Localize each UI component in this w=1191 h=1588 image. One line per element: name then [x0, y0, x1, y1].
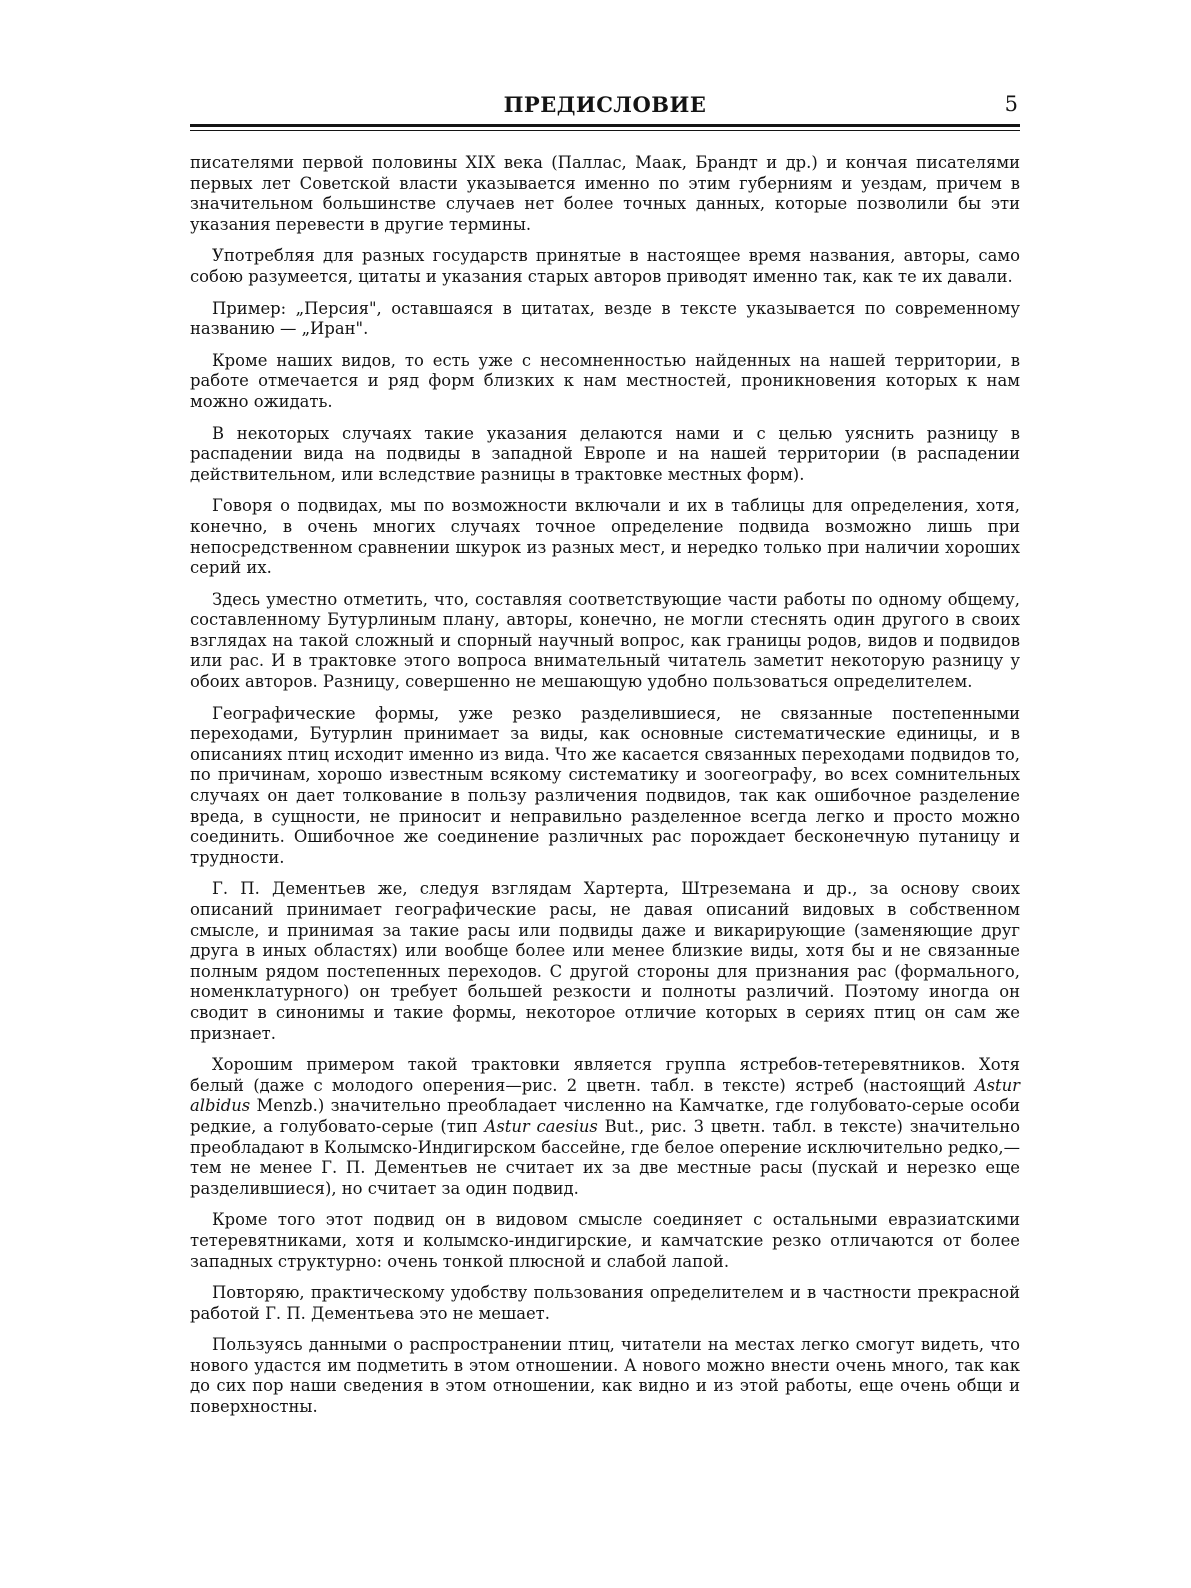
- paragraph-text: Хорошим примером такой трактовки является группа ястребов-тетеревятников. Хотя белый (даже с молодого оперения—рис. 2 цветн. табл. в тексте) ястреб (настоящий: [190, 1055, 1020, 1095]
- paragraph: Кроме наших видов, то есть уже с несомненностью найденных на нашей территории, в работе отмечается и ряд форм близких к нам местностей, проникновения которых к нам можно ожидать.: [190, 350, 1020, 411]
- paragraph: Г. П. Дементьев же, следуя взглядам Хартерта, Штреземана и др., за основу своих описаний принимает географические расы, не давая описаний видовых в собственном смысле, и принимая за такие расы или подвиды даже и викарирующие (заменяющие друг друга в иных областях) или вообще более или менее близкие виды, хотя бы и не связанные полным рядом постепенных переходов. С другой стороны для признания рас (формального, номенклатурного) он требует большей резкости и полноты различий. Поэтому иногда он сводит в синонимы и такие формы, некоторое отличие которых в сериях птиц он сам же признает.: [190, 879, 1020, 1043]
- paragraph: Пример: „Персия", оставшаяся в цитатах, везде в тексте указывается по современному названию — „Иран".: [190, 298, 1020, 339]
- body-text: [190, 153, 1020, 1418]
- paragraph: Географические формы, уже резко разделившиеся, не связанные постепенными переходами, Бутурлин принимает за виды, как основные систематические единицы, и в описаниях птиц исходит именно из вида. Что же касается связанных переходами подвидов то, по причинам, хорошо известным всякому систематику и зоогеографу, во всех сомнительных случаях он дает толкование в пользу различения подвидов, так как ошибочное разделение вреда, в сущности, не приносит и неправильно разделенное всегда легко и просто можно соединить. Ошибочное же соединение различных рас порождает бесконечную путаницу и трудности.: [190, 703, 1020, 867]
- paragraph: Пользуясь данными о распространении птиц, читатели на местах легко смогут видеть, что нового удастся им подметить в этом отношении. А нового можно внести очень много, так как до сих пор наши сведения в этом отношении, как видно и из этой работы, еще очень общи и поверхностны.: [190, 1335, 1020, 1417]
- paragraph-text: Menzb.) значительно преобладает численно на Камчатке, где голубовато-серые особи редкие, а голубовато-серые (тип: [190, 1096, 1020, 1136]
- paragraph: Здесь уместно отметить, что, составляя соответствующие части работы по одному общему, составленному Бутурлиным плану, авторы, конечно, не могли стеснять один другого в своих взглядах на такой сложный и спорный научный вопрос, как границы родов, видов и подвидов или рас. И в трактовке этого вопроса внимательный читатель заметит некоторую разницу у обоих авторов. Разницу, совершенно не мешающую удобно пользоваться определителем.: [190, 589, 1020, 692]
- paragraph-text: But., рис. 3 цветн. табл. в тексте) значительно преобладают в Колымско-Индигирском бассейне, где белое оперение исключительно редко,— тем не менее Г. П. Дементьев не считает их за две местные расы (пускай и нерезко еще разделившиеся), но считает за один подвид.: [190, 1116, 1020, 1198]
- paragraph: Употребляя для разных государств принятые в настоящее время названия, авторы, само собою разумеется, цитаты и указания старых авторов приводят именно так, как те их давали.: [190, 246, 1020, 286]
- species-name: Astur caesius: [484, 1116, 598, 1136]
- paragraph: Кроме того этот подвид он в видовом смысле соединяет с остальными евразиатскими тетеревятниками, хотя и колымско-индигирские, и камчатские резко отличаются от более западных структурно: очень тонкой плюсной и слабой лапой.: [190, 1210, 1020, 1271]
- document-page: [190, 92, 1020, 1429]
- paragraph: писателями первой половины XIX века (Паллас, Маак, Брандт и др.) и кончая писателями первых лет Советской власти указывается именно по этим губерниям и уездам, причем в значительном большинстве случаев нет более точных данных, которые позволили бы эти указания перевести в другие термины.: [190, 153, 1020, 234]
- species-name: Astur albidus: [190, 1075, 1020, 1116]
- header-rule-thin: [190, 130, 1020, 131]
- paragraph: В некоторых случаях такие указания делаются нами и с целью уяснить разницу в распадении вида на подвиды в западной Европе и на нашей территории (в распадении действительном, или вследствие разницы в трактовке местных форм).: [190, 423, 1020, 484]
- paragraph: Говоря о подвидах, мы по возможности включали и их в таблицы для определения, хотя, конечно, в очень многих случаях точное определение подвида возможно лишь при непосредственном сравнении шкурок из разных мест, и нередко только при наличии хороших серий их.: [190, 496, 1020, 578]
- paragraph: Повторяю, практическому удобству пользования определителем и в частности прекрасной работой Г. П. Дементьева это не мешает.: [190, 1283, 1020, 1323]
- page-number: 5: [1004, 92, 1018, 116]
- paragraph: [190, 1055, 1020, 1199]
- chapter-title: ПРЕДИСЛОВИЕ: [503, 92, 707, 117]
- running-header: [190, 92, 1020, 124]
